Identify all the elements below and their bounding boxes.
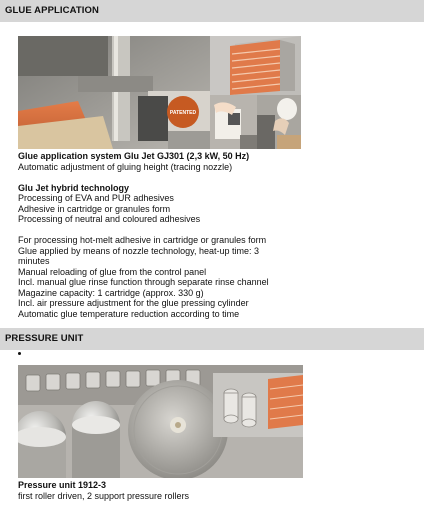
text-line: minutes bbox=[18, 256, 50, 266]
text-line: For processing hot-melt adhesive in cartridge or granules form bbox=[18, 235, 267, 245]
pressure-unit-photo bbox=[18, 365, 303, 478]
bullet-dot bbox=[18, 352, 21, 355]
edge-panel-diagram bbox=[210, 36, 301, 95]
glue-detail-photo-2 bbox=[257, 95, 301, 149]
glue-application-text bbox=[18, 151, 269, 319]
text-line: Automatic adjustment of gluing height (tracing nozzle) bbox=[18, 161, 233, 172]
text-line: first roller driven, 2 support pressure rollers bbox=[18, 490, 190, 501]
glue-hybrid-heading: Glu Jet hybrid technology bbox=[18, 182, 130, 193]
text-line: Incl. manual glue rinse function through separate rinse channel bbox=[18, 277, 269, 287]
glue-application-photo bbox=[18, 36, 210, 149]
text-line: Manual reloading of glue from the control panel bbox=[18, 266, 207, 277]
text-line: Processing of neutral and coloured adhesives bbox=[18, 214, 201, 224]
glue-system-heading: Glue application system Glu Jet GJ301 (2,3 kW, 50 Hz) bbox=[18, 151, 250, 161]
svg-text:PATENTED: PATENTED bbox=[169, 110, 197, 116]
text-line: Glue applied by means of nozzle technology, heat-up time: 3 bbox=[18, 245, 259, 256]
text-line: Adhesive in cartridge or granules form bbox=[18, 203, 171, 214]
text-line: Incl. air pressure adjustment for the glue pressing cylinder bbox=[18, 298, 249, 308]
pressure-unit-heading: Pressure unit 1912-3 bbox=[18, 480, 107, 490]
glue-detail-photo-1 bbox=[210, 95, 257, 149]
text-line: Processing of EVA and PUR adhesives bbox=[18, 193, 174, 203]
section-header-pressure-unit: PRESSURE UNIT bbox=[0, 328, 424, 350]
pressure-unit-text bbox=[18, 480, 189, 501]
section-header-glue-application: GLUE APPLICATION bbox=[0, 0, 424, 22]
text-line: Automatic glue temperature reduction according to time bbox=[18, 308, 240, 319]
text-line: Magazine capacity: 1 cartridge (approx. 330 g) bbox=[18, 287, 204, 298]
